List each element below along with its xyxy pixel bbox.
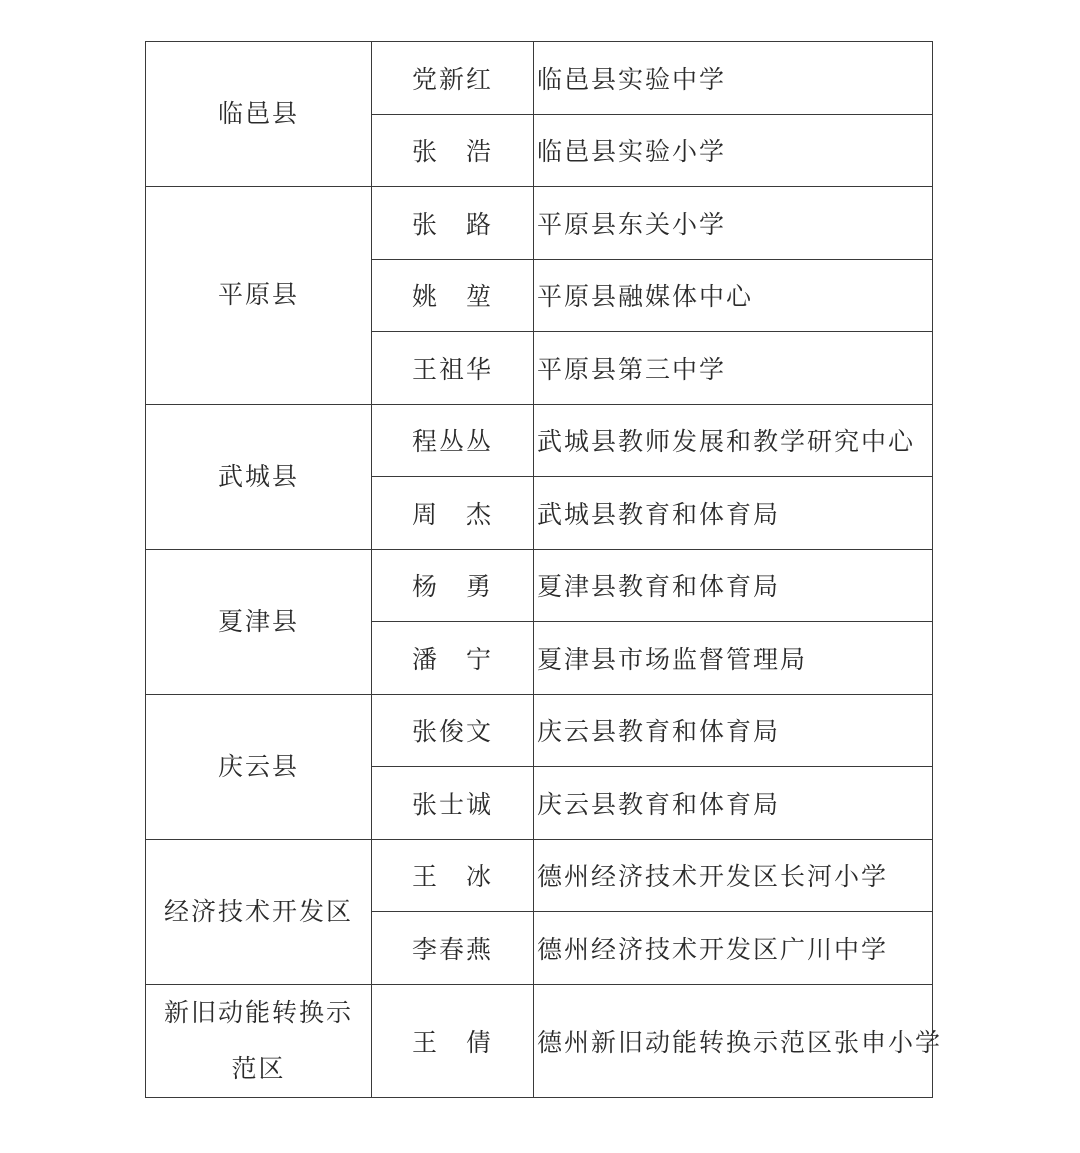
unit-cell: 武城县教育和体育局 — [534, 477, 933, 550]
roster-table — [145, 41, 943, 1098]
name-cell: 王祖华 — [372, 332, 534, 405]
name-cell: 杨 勇 — [372, 549, 534, 622]
name-cell: 王 倩 — [372, 984, 534, 1097]
unit-cell: 德州经济技术开发区长河小学 — [534, 839, 933, 912]
unit-cell: 德州经济技术开发区广川中学 — [534, 912, 933, 985]
table-row — [146, 549, 933, 622]
name-cell: 党新红 — [372, 42, 534, 115]
name-cell: 张 路 — [372, 187, 534, 260]
unit-cell: 平原县第三中学 — [534, 332, 933, 405]
unit-cell: 德州新旧动能转换示范区张申小学 — [534, 984, 933, 1097]
unit-cell: 平原县融媒体中心 — [534, 259, 933, 332]
table-row — [146, 984, 933, 1097]
name-cell: 周 杰 — [372, 477, 534, 550]
name-cell: 潘 宁 — [372, 622, 534, 695]
name-cell: 程丛丛 — [372, 404, 534, 477]
county-cell: 庆云县 — [146, 694, 372, 839]
county-cell: 夏津县 — [146, 549, 372, 694]
table-row — [146, 694, 933, 767]
unit-cell: 武城县教师发展和教学研究中心 — [534, 404, 933, 477]
unit-cell: 夏津县市场监督管理局 — [534, 622, 933, 695]
unit-cell: 临邑县实验中学 — [534, 42, 933, 115]
table-row — [146, 839, 933, 912]
name-cell: 姚 堃 — [372, 259, 534, 332]
name-cell: 张士诚 — [372, 767, 534, 840]
county-cell: 平原县 — [146, 187, 372, 405]
name-cell: 李春燕 — [372, 912, 534, 985]
unit-cell: 庆云县教育和体育局 — [534, 767, 933, 840]
unit-cell: 夏津县教育和体育局 — [534, 549, 933, 622]
table-row — [146, 404, 933, 477]
unit-cell: 平原县东关小学 — [534, 187, 933, 260]
name-cell: 张俊文 — [372, 694, 534, 767]
name-cell: 王 冰 — [372, 839, 534, 912]
county-cell: 经济技术开发区 — [146, 839, 372, 984]
county-cell: 武城县 — [146, 404, 372, 549]
county-cell: 临邑县 — [146, 42, 372, 187]
unit-cell: 临邑县实验小学 — [534, 114, 933, 187]
name-cell: 张 浩 — [372, 114, 534, 187]
county-cell: 新旧动能转换示范区 — [146, 984, 372, 1097]
table-row — [146, 42, 933, 115]
unit-cell: 庆云县教育和体育局 — [534, 694, 933, 767]
table-row — [146, 187, 933, 260]
